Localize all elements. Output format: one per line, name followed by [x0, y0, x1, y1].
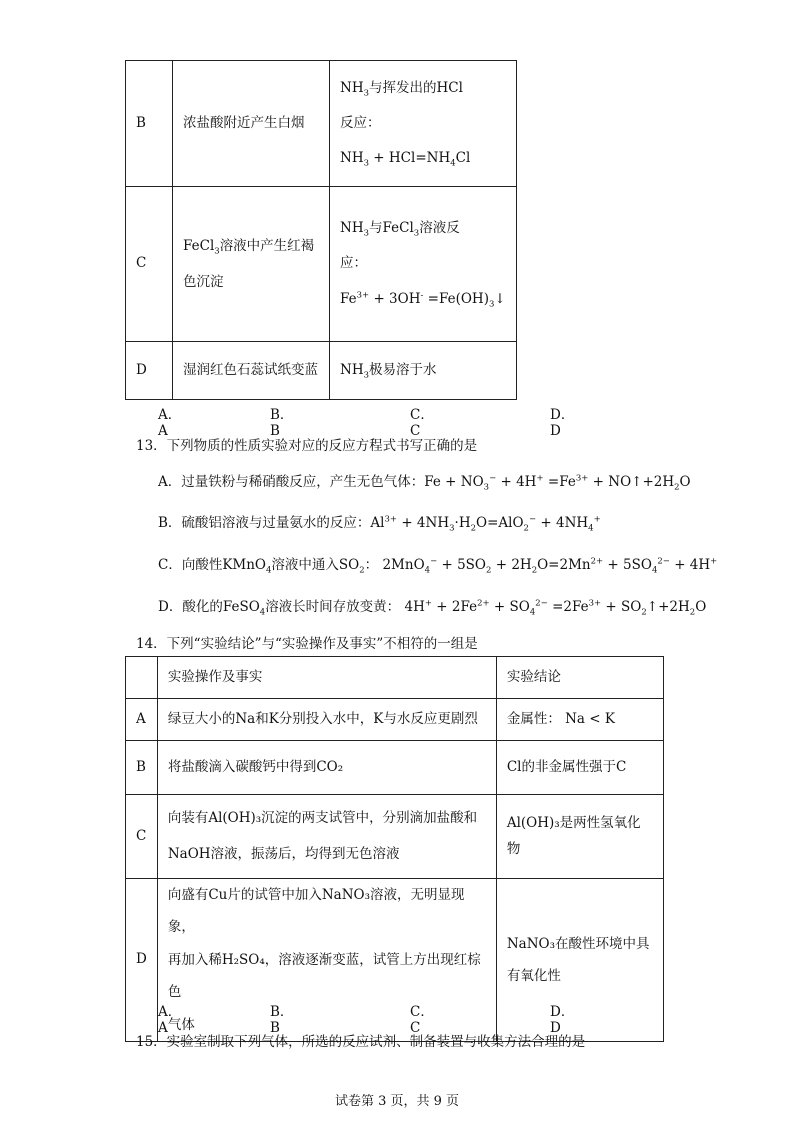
table-row [126, 699, 664, 741]
table-row [126, 342, 517, 400]
table-row [126, 741, 664, 795]
op-cell: 绿豆大小的Na和K分别投入水中，K与水反应更剧烈 [157, 699, 496, 741]
q13-option-d[interactable]: D．酸化的FeSO$_4$溶液长时间存放变黄： $4H^+ + 2Fe^{2+} + SO_4^{2-} =2Fe^{3+}$ + $SO_2↑+2H_2O$ [158, 598, 707, 618]
op-cell: 向盛有Cu片的试管中加入NaNO₃溶液，无明显现象， 再加入稀H₂SO₄，溶液逐渐变蓝，试管上方出现红棕色 气体 [157, 879, 496, 1042]
table-row [126, 795, 664, 879]
choice-a[interactable]: A．A [158, 1004, 182, 1036]
conclusion-cell: 金属性： Na < K [496, 699, 663, 741]
row-label: C [126, 795, 158, 879]
explanation-cell: $NH_3$与挥发出的HCl 反应： $NH_3 + HCl=NH_4Cl$ [330, 61, 517, 187]
table-q12 [125, 60, 517, 400]
table-q14 [125, 656, 664, 1042]
page-footer: 试卷第 3 页，共 9 页 [334, 1094, 460, 1109]
q13-stem: 13．下列物质的性质实验对应的反应方程式书写正确的是 [136, 438, 478, 454]
table-row [126, 61, 517, 187]
choice-b[interactable]: B．B [270, 1004, 294, 1036]
op-cell: 将盐酸滴入碳酸钙中得到CO₂ [157, 741, 496, 795]
q15-stem: 15．实验室制取下列气体，所选的反应试剂、制备装置与收集方法合理的是 [136, 1034, 586, 1050]
row-label: C [126, 187, 173, 342]
conclusion-cell: Al(OH)₃是两性氢氧化物 [496, 795, 663, 879]
choice-c[interactable]: C．C [410, 1004, 434, 1036]
row-label: B [126, 61, 173, 187]
conclusion-cell: Cl的非金属性强于C [496, 741, 663, 795]
explanation-cell: $NH_3$极易溶于水 [330, 342, 517, 400]
row-label: B [126, 741, 158, 795]
q13-option-c[interactable]: C．向酸性KMnO$_4$溶液中通入$SO_2$： $2MnO_4^- + 5SO_2 + 2H_2O=2Mn^{2+} + 5SO_4^{2-} + 4H^+$ [158, 556, 718, 576]
choice-a[interactable]: A．A [158, 407, 182, 439]
row-label: D [126, 342, 173, 400]
explanation-cell: $NH_3$与FeCl$_3$溶液反 应： $Fe^{3+} + 3OH^-$ $=Fe(OH)_3↓$ [330, 187, 517, 342]
choice-c[interactable]: C．C [410, 407, 434, 439]
choice-b[interactable]: B．B [270, 407, 294, 439]
q14-stem: 14．下列“实验结论”与“实验操作及事实”不相符的一组是 [136, 636, 478, 652]
row-label: D [126, 879, 158, 1042]
q13-option-b[interactable]: B．硫酸铝溶液与过量氨水的反应：$Al^{3+} + 4NH_3\cdot H_2O=AlO_2^- + 4NH_4^+$ [158, 514, 601, 534]
table-row [126, 879, 664, 1042]
table-row [126, 657, 664, 699]
conclusion-cell: NaNO₃在酸性环境中具 有氧化性 [496, 879, 663, 1042]
header-conclusion: 实验结论 [496, 657, 663, 699]
table-row [126, 187, 517, 342]
row-label: A [126, 699, 158, 741]
phenomenon-cell: 湿润红色石蕊试纸变蓝 [173, 342, 330, 400]
phenomenon-cell: 浓盐酸附近产生白烟 [173, 61, 330, 187]
op-cell: 向装有Al(OH)₃沉淀的两支试管中，分别滴加盐酸和 NaOH溶液，振荡后，均得到无色溶液 [157, 795, 496, 879]
header-op: 实验操作及事实 [157, 657, 496, 699]
phenomenon-cell: FeCl$_3$溶液中产生红褐 色沉淀 [173, 187, 330, 342]
choice-d[interactable]: D．D [550, 1004, 575, 1036]
q13-option-a[interactable]: A．过量铁粉与稀硝酸反应，产生无色气体：$Fe + NO_3^- + 4H^+ =Fe^{3+}$ + $NO↑+2H_2O$ [158, 473, 691, 493]
choice-d[interactable]: D．D [550, 407, 575, 439]
